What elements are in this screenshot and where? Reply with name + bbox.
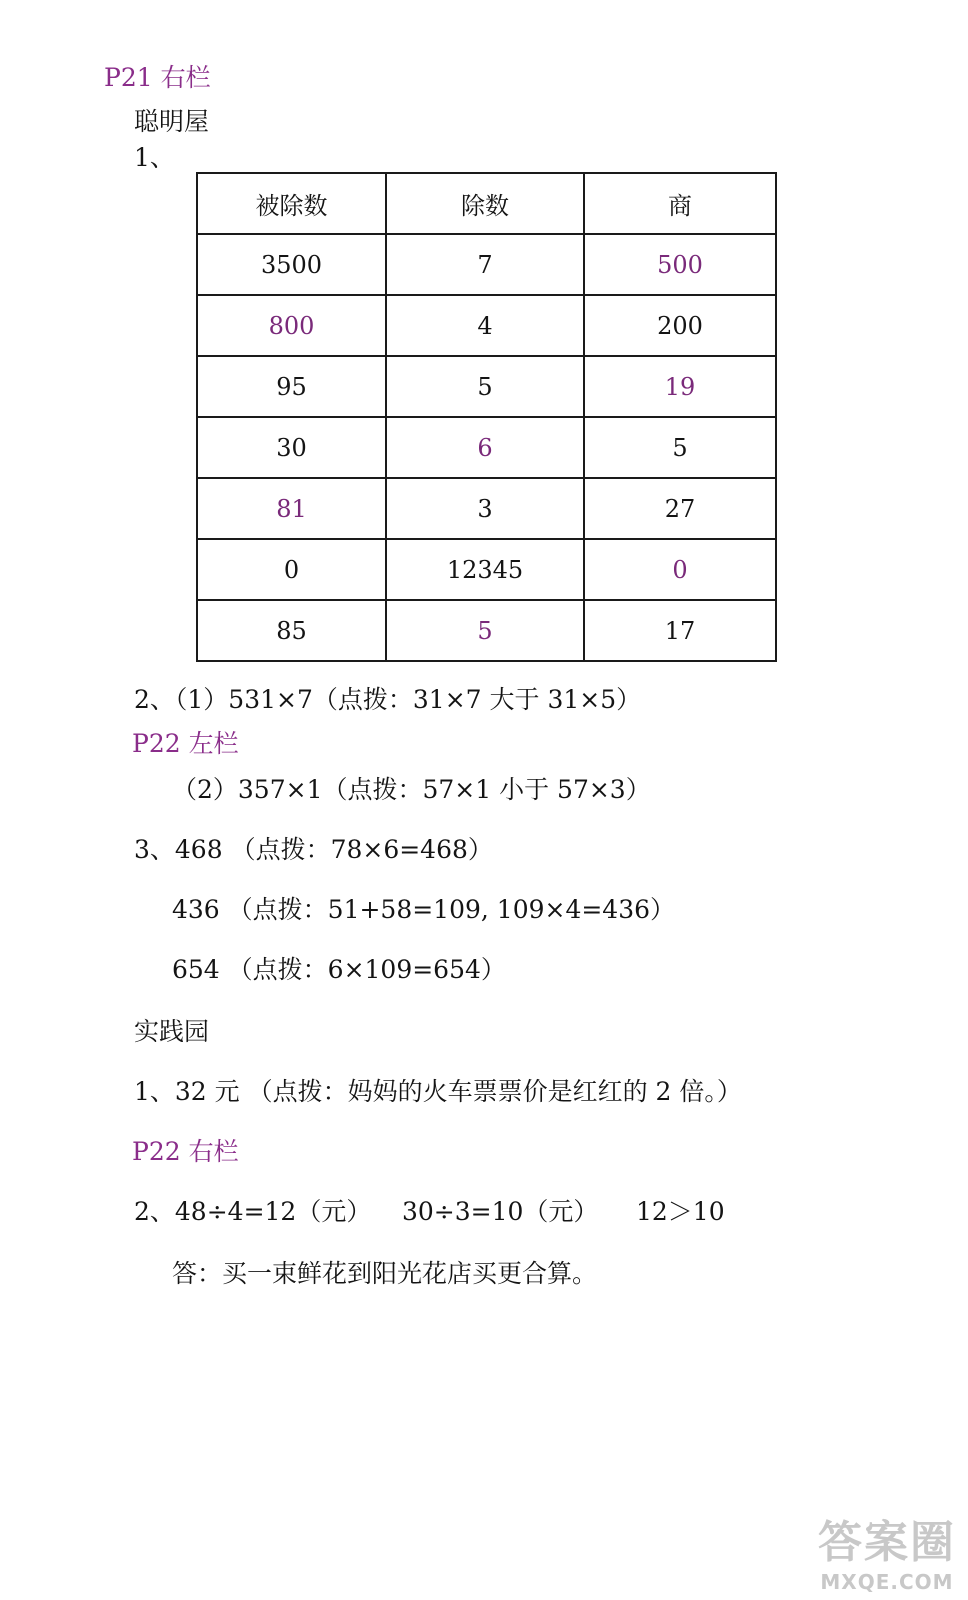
table-cell: 19: [584, 356, 776, 417]
question-3-line-1: 3、468 （点拨：78×6=468）: [134, 835, 493, 864]
table-cell: 5: [584, 417, 776, 478]
table-cell: 3500: [197, 234, 386, 295]
table-cell: 85: [197, 600, 386, 661]
table-cell: 17: [584, 600, 776, 661]
section-smart-house: 聪明屋: [134, 107, 210, 136]
header-divisor: 除数: [386, 173, 584, 234]
section-practice-garden: 实践园: [134, 1017, 210, 1046]
table-cell: 12345: [386, 539, 584, 600]
watermark-logo: [818, 1506, 956, 1594]
table-cell: 4: [386, 295, 584, 356]
table-row: [197, 539, 776, 600]
heading-p22-left: P22 左栏: [132, 729, 239, 758]
table-cell: 5: [386, 600, 584, 661]
table-header-row: [197, 173, 776, 234]
table-row: [197, 234, 776, 295]
table-row: [197, 295, 776, 356]
table-cell: 800: [197, 295, 386, 356]
table-cell: 0: [197, 539, 386, 600]
table-cell: 200: [584, 295, 776, 356]
practice-question-2-c: 12＞10: [636, 1197, 725, 1226]
table-cell: 6: [386, 417, 584, 478]
table-cell: 30: [197, 417, 386, 478]
heading-p22-right: P22 右栏: [132, 1137, 239, 1166]
table-row: [197, 478, 776, 539]
division-table: [196, 172, 777, 662]
table-cell: 500: [584, 234, 776, 295]
table-cell: 5: [386, 356, 584, 417]
table-cell: 95: [197, 356, 386, 417]
header-dividend: 被除数: [197, 173, 386, 234]
table-cell: 7: [386, 234, 584, 295]
table-row: [197, 600, 776, 661]
table-cell: 0: [584, 539, 776, 600]
watermark-url: MXQE.COM: [820, 1570, 954, 1594]
question-3-line-3: 654 （点拨：6×109=654）: [172, 955, 506, 984]
question-2-part-1: 2、（1）531×7（点拨：31×7 大于 31×5）: [134, 685, 642, 714]
table-cell: 3: [386, 478, 584, 539]
watermark-cn: 答案圈: [818, 1517, 956, 1568]
table-cell: 27: [584, 478, 776, 539]
question-1-label: 1、: [134, 143, 175, 172]
table-cell: 81: [197, 478, 386, 539]
header-quotient: 商: [584, 173, 776, 234]
practice-question-2-b: 30÷3=10（元）: [402, 1197, 599, 1226]
heading-p21-right: P21 右栏: [104, 63, 211, 92]
practice-question-2-a: 2、48÷4=12（元）: [134, 1197, 372, 1226]
table-row: [197, 417, 776, 478]
answer-line: 答：买一束鲜花到阳光花店买更合算。: [172, 1259, 598, 1288]
practice-question-1: 1、32 元 （点拨：妈妈的火车票票价是红红的 2 倍。）: [134, 1077, 742, 1106]
question-3-line-2: 436 （点拨：51+58=109, 109×4=436）: [172, 895, 676, 924]
question-2-part-2: （2）357×1（点拨：57×1 小于 57×3）: [172, 775, 651, 804]
table-row: [197, 356, 776, 417]
